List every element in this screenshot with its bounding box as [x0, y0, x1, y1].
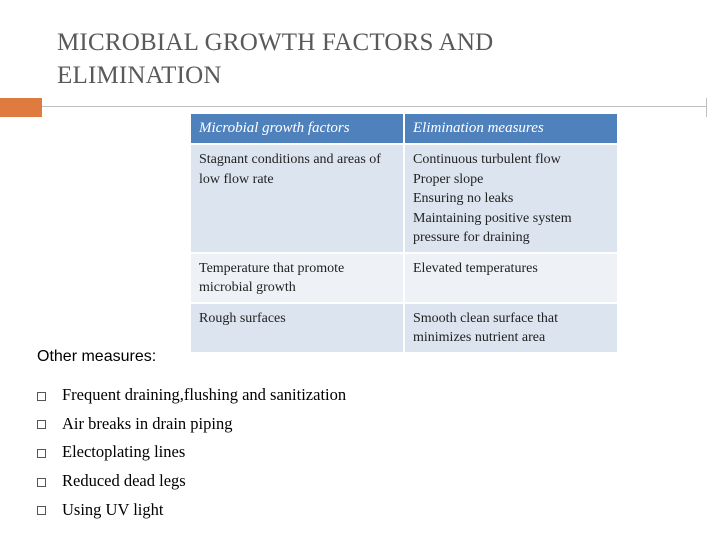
list-item: [37, 381, 346, 410]
slide-title-line-2: ELIMINATION: [57, 62, 222, 89]
header-elimination-measures: Elimination measures: [405, 114, 617, 145]
other-measures-list: [37, 381, 346, 524]
square-bullet-icon: [37, 506, 46, 515]
measure-line: Continuous turbulent flow: [413, 152, 561, 167]
other-measures-heading: Other measures:: [37, 348, 157, 365]
table-row: [191, 304, 617, 354]
slide-title-line-1: MICROBIAL GROWTH FACTORS AND: [57, 29, 494, 56]
square-bullet-icon: [37, 392, 46, 401]
list-item-text: Air breaks in drain piping: [62, 413, 233, 433]
square-bullet-icon: [37, 449, 46, 458]
list-item-text: Reduced dead legs: [62, 471, 186, 491]
measures-cell: [405, 254, 617, 304]
list-item: [37, 495, 346, 524]
measure-line: Elevated temperatures: [413, 260, 538, 276]
slide-title: [57, 26, 677, 92]
factor-cell: Stagnant conditions and areas of low flow rate: [191, 145, 405, 254]
measures-cell: [405, 145, 617, 254]
list-item: [37, 467, 346, 496]
measures-cell: [405, 304, 617, 354]
table-header-row: [191, 114, 617, 145]
list-item-text: Frequent draining,flushing and sanitization: [62, 385, 347, 405]
factor-cell: Temperature that promote microbial growth: [191, 254, 405, 304]
accent-bar: [0, 98, 42, 117]
title-divider-end: [706, 98, 707, 117]
list-item-text: Using UV light: [62, 499, 164, 519]
growth-factors-table: [191, 114, 617, 354]
title-divider: [42, 106, 706, 107]
square-bullet-icon: [37, 420, 46, 429]
list-item-text: Electoplating lines: [62, 442, 186, 462]
measure-line: Smooth clean surface that minimizes nutrient area: [413, 310, 559, 345]
table-row: [191, 145, 617, 254]
measure-line: Ensuring no leaks: [413, 191, 514, 206]
square-bullet-icon: [37, 478, 46, 487]
factor-cell: Rough surfaces: [191, 304, 405, 354]
list-item: [37, 410, 346, 439]
table-row: [191, 254, 617, 304]
list-item: [37, 438, 346, 467]
header-growth-factors: Microbial growth factors: [191, 114, 405, 145]
measure-line: Maintaining positive system pressure for draining: [413, 210, 572, 245]
measure-line: Proper slope: [413, 171, 484, 187]
